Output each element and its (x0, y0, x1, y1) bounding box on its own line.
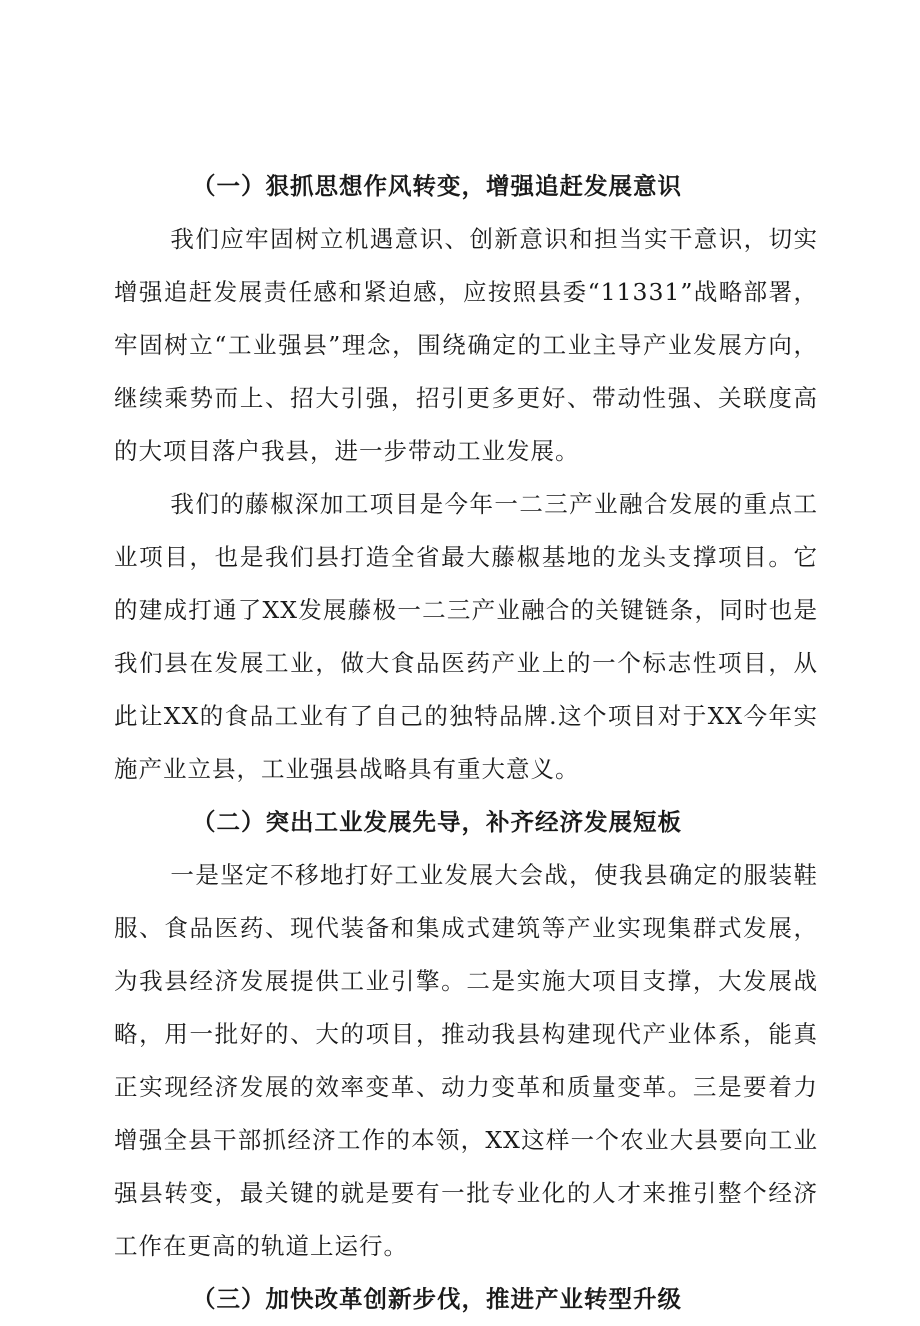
section-1-paragraph-2: 我们的藤椒深加工项目是今年一二三产业融合发展的重点工业项目，也是我们县打造全省最大藤椒基地的龙头支撑项目。它的建成打通了XX发展藤极一二三产业融合的关键链条，同时也是我们县在发展工业，做大食品医药产业上的一个标志性项目，从此让XX的食品工业有了自己的独特品牌.这个项目对于XX今年实施产业立县，工业强县战略具有重大意义。 (114, 490, 818, 783)
document-body (114, 160, 818, 1326)
section-heading-2: （二）突出工业发展先导，补齐经济发展短板 (192, 808, 682, 836)
section-1-paragraph-1: 我们应牢固树立机遇意识、创新意识和担当实干意识，切实增强追赶发展责任感和紧迫感，应按照县委“11331”战略部署，牢固树立“工业强县”理念，围绕确定的工业主导产业发展方向，继续乘势而上、招大引强，招引更多更好、带动性强、关联度高的大项目落户我县，进一步带动工业发展。 (114, 225, 818, 465)
section-heading-3: （三）加快改革创新步伐，推进产业转型升级 (192, 1285, 682, 1313)
section-heading-1: （一）狠抓思想作风转变，增强追赶发展意识 (192, 172, 682, 200)
section-2-paragraph-1: 一是坚定不移地打好工业发展大会战，使我县确定的服装鞋服、食品医药、现代装备和集成式建筑等产业实现集群式发展，为我县经济发展提供工业引擎。二是实施大项目支撑，大发展战略，用一批好的、大的项目，推动我县构建现代产业体系，能真正实现经济发展的效率变革、动力变革和质量变革。三是要着力增强全县干部抓经济工作的本领，XX这样一个农业大县要向工业强县转变，最关键的就是要有一批专业化的人才来推引整个经济工作在更高的轨道上运行。 (114, 861, 818, 1260)
